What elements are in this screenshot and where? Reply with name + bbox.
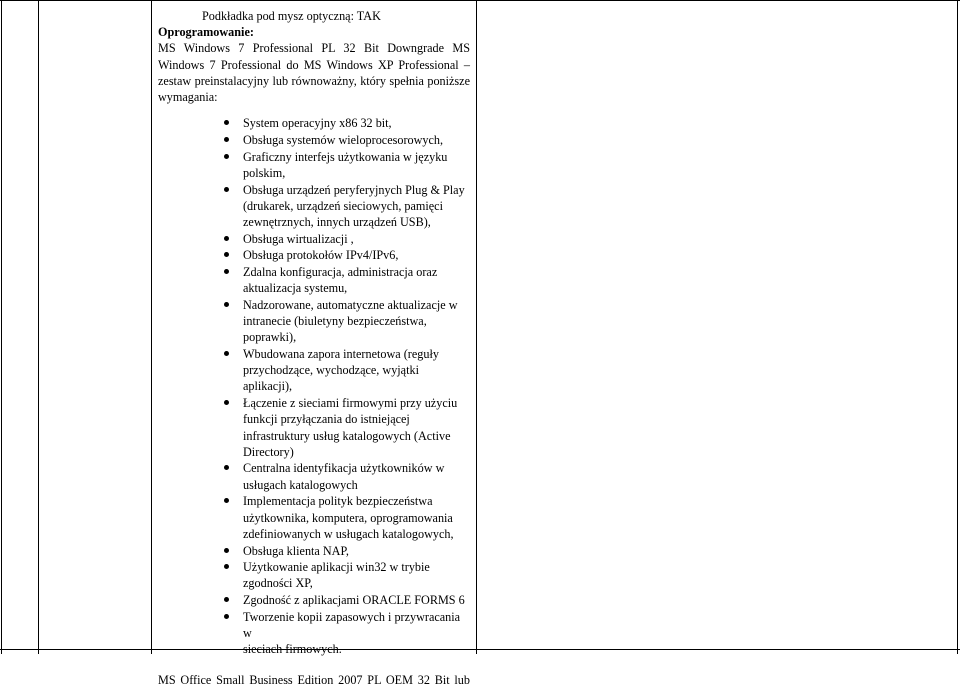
bullet-icon: [224, 252, 229, 257]
bullet-icon: [224, 302, 229, 307]
requirement-line: Obsługa protokołów IPv4/IPv6,: [243, 248, 399, 263]
requirement-line: przychodzące, wychodzące, wyjątki aplikacji),: [243, 363, 419, 394]
bullet-icon: [224, 498, 229, 503]
requirement-line: Obsługa wirtualizacji ,: [243, 231, 354, 246]
requirement-item: [158, 493, 470, 542]
table-border-left: [1, 0, 2, 654]
table-top-border: [0, 0, 960, 1]
requirement-line: Directory): [243, 444, 294, 459]
requirements-list: [158, 115, 470, 657]
requirement-item: [158, 460, 470, 492]
requirement-item: [158, 264, 470, 296]
software-heading: Oprogramowanie:: [158, 25, 254, 40]
requirement-item: [158, 592, 470, 608]
requirement-item: [158, 346, 470, 395]
requirement-item: [158, 609, 470, 658]
requirement-line: intranecie (biuletyny bezpieczeństwa,: [243, 314, 427, 329]
requirement-line: Obsługa systemów wieloprocesorowych,: [243, 132, 444, 147]
requirement-line: polskim,: [243, 165, 286, 180]
paragraph-line: zestaw preinstalacyjny lub równoważny, który spełnia poniższe: [158, 73, 470, 88]
requirement-line: infrastruktury usług katalogowych (Active: [243, 428, 451, 443]
requirement-item: [158, 559, 470, 591]
requirement-item: [158, 132, 470, 148]
table-column-divider-2: [151, 0, 152, 654]
table-column-divider-1: [38, 0, 39, 654]
table-column-divider-3: [476, 0, 477, 654]
bullet-icon: [224, 548, 229, 553]
requirement-line: Wbudowana zapora internetowa (reguły: [243, 347, 439, 362]
bullet-icon: [224, 614, 229, 619]
bullet-icon: [224, 120, 229, 125]
requirement-line: Łączenie z sieciami firmowymi przy użyciu: [243, 396, 458, 411]
requirement-line: Zdalna konfiguracja, administracja oraz: [243, 265, 438, 280]
paragraph-line: Windows 7 Professional do MS Windows XP Professional –: [158, 57, 470, 72]
requirement-line: Obsługa urządzeń peryferyjnych Plug & Play: [243, 182, 465, 197]
table-bottom-border: [0, 649, 960, 650]
requirement-line: Nadzorowane, automatyczne aktualizacje w: [243, 297, 458, 312]
bullet-icon: [224, 465, 229, 470]
bullet-icon: [224, 269, 229, 274]
requirement-line: System operacyjny x86 32 bit,: [243, 116, 392, 131]
requirement-line: zewnętrznych, innych urządzeń USB),: [243, 214, 431, 229]
requirement-item: [158, 297, 470, 346]
bullet-icon: [224, 564, 229, 569]
bullet-icon: [224, 400, 229, 405]
bullet-icon: [224, 187, 229, 192]
bullet-icon: [224, 137, 229, 142]
requirement-line: (drukarek, urządzeń sieciowych, pamięci: [243, 198, 443, 213]
requirement-item: [158, 395, 470, 460]
requirement-item: [158, 182, 470, 231]
requirement-line: Graficzny interfejs użytkowania w języku: [243, 149, 448, 164]
bullet-icon: [224, 351, 229, 356]
requirement-item: [158, 115, 470, 131]
requirement-line: użytkownika, komputera, oprogramowania: [243, 510, 453, 525]
requirement-line: poprawki),: [243, 330, 297, 345]
paragraph-line: wymagania:: [158, 90, 218, 105]
software-paragraph: [158, 40, 470, 105]
requirement-line: usługach katalogowych: [243, 477, 358, 492]
requirement-line: Tworzenie kopii zapasowych i przywracania w: [243, 609, 461, 641]
paragraph-line: MS Windows 7 Professional PL 32 Bit Downgrade MS: [158, 41, 470, 56]
requirement-line: zdefiniowanych w usługach katalogowych,: [243, 526, 454, 541]
bullet-icon: [224, 154, 229, 159]
bullet-icon: [224, 236, 229, 241]
requirement-line: Użytkowanie aplikacji win32 w trybie: [243, 560, 430, 575]
requirement-item: [158, 247, 470, 263]
requirement-line: Implementacja polityk bezpieczeństwa: [243, 494, 433, 509]
table-border-right: [957, 0, 958, 654]
specification-cell: [158, 8, 470, 689]
requirement-item: [158, 231, 470, 247]
requirement-line: sieciach firmowych.: [243, 642, 342, 657]
requirement-line: Zgodność z aplikacjami ORACLE FORMS 6: [243, 593, 465, 608]
requirement-item: [158, 149, 470, 181]
requirement-line: zgodności XP,: [243, 576, 313, 591]
requirement-line: Centralna identyfikacja użytkowników w: [243, 461, 445, 476]
mouse-pad-line: Podkładka pod mysz optyczną: TAK: [202, 9, 381, 23]
requirement-line: Obsługa klienta NAP,: [243, 543, 349, 558]
requirement-line: aktualizacja systemu,: [243, 281, 348, 296]
requirement-item: [158, 543, 470, 559]
requirement-line: funkcji przyłączania do istniejącej: [243, 412, 410, 427]
bullet-icon: [224, 597, 229, 602]
office-line: MS Office Small Business Edition 2007 PL OEM 32 Bit lub: [158, 673, 470, 688]
